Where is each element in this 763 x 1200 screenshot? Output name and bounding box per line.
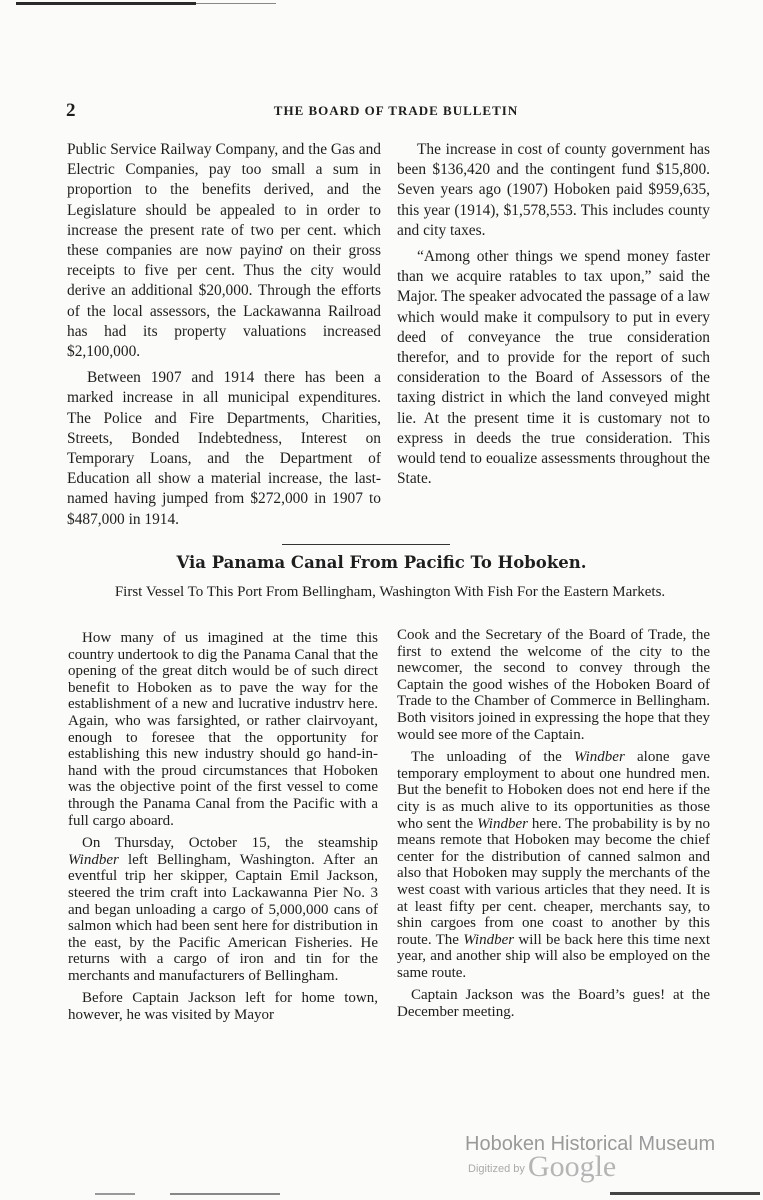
article-right-column bbox=[397, 627, 710, 1027]
article-left-column bbox=[68, 630, 378, 1030]
paragraph: Between 1907 and 1914 there has been a marked increase in all municipal expenditures. The Police and Fire Departments, Charities, Streets, Bonded Indebtedness, Interest on Temporary Loans, and the Department of Education all show a material increase, the last-named having jumped from $272,000 in 1907 to $487,000 in 1914. bbox=[67, 369, 381, 528]
text-run: will be back here this time next year, and another ship will also be employed on the same route. bbox=[397, 931, 711, 981]
google-logo: Google bbox=[527, 1150, 617, 1183]
paragraph: Before Captain Jackson left for home town, however, he was visited by Mayor bbox=[68, 990, 378, 1024]
section-divider bbox=[282, 544, 450, 545]
ship-name: Windber bbox=[477, 815, 528, 832]
top-left-column bbox=[67, 140, 381, 536]
digitized-by-google bbox=[468, 1150, 616, 1184]
paragraph: Public Service Railway Company, and the Gas and Electric Companies, pay too small a sum in proportion to the benefits derived, and the Legislature should be appealed to in order to increase the present rate of two per cent. which these companies are now payinơ on their gross receipts to five per cent. Thus the city would derive an additional $20,000. Through the efforts of the local assessors, the Lackawanna Railroad has had its property valuations increased $2,100,000. bbox=[67, 141, 381, 361]
page-number: 2 bbox=[66, 100, 76, 121]
digitized-label: Digitized by bbox=[468, 1163, 525, 1175]
page-header bbox=[66, 100, 726, 122]
ship-name: Windber bbox=[68, 851, 119, 868]
text-run: left Bellingham, Washington. After an eventful trip her skipper, Captain Emil Jackson, steered the trim craft into Lackawanna Pier No. 3 and began unloading a cargo of 5,000,000 cans of salmon which had been sent here for distribution in the east, by the Pacific American Fisheries. He returns with a cargo of iron and tin for the merchants and manufacturers of Bellingham. bbox=[68, 851, 378, 984]
paragraph: “Among other things we spend money faster than we acquire ratables to tax upon,” said the Major. The speaker advocated the passage of a law which would make it compulsory to put in every deed of conveyance the true consideration therefor, and to provide for the report of such consideration to the Board of Assessors of the taxing district in which the land conveyed might lie. At the present time it is customary not to express in deeds the true consideration. This would tend to eoualize assessments throughout the State. bbox=[397, 248, 710, 488]
scan-artifact bbox=[170, 1193, 280, 1195]
text-run: here. The probability is by no means remote that Hoboken may become the chief center for the distribution of canned salmon and also that Hoboken may supply the merchants of the west coast with various articles that they need. It is at least fifty per cent. cheaper, merchants say, to shin cargoes from one coast to another by this route. The bbox=[397, 815, 711, 948]
paragraph: The increase in cost of county government has been $136,420 and the contingent fund $15,800. Seven years ago (1907) Hoboken paid $959,635, this year (1914), $1,578,553. This includes county and city taxes. bbox=[397, 141, 710, 239]
paragraph: Cook and the Secretary of the Board of Trade, the first to extend the welcome of the city to the newcomer, the second to convey through the Captain the good wishes of the Hoboken Board of Trade to the Chamber of Commerce in Bellingham. Both visitors joined in expressing the hope that they would see more of the Captain. bbox=[397, 627, 710, 743]
paragraph bbox=[68, 835, 378, 984]
text-run: On Thursday, October 15, the steamship bbox=[82, 835, 378, 852]
scan-artifact bbox=[95, 1193, 135, 1195]
scan-edge-bar bbox=[16, 2, 196, 5]
ship-name: Windber bbox=[573, 749, 625, 766]
paragraph bbox=[397, 749, 710, 981]
paragraph: How many of us imagined at the time this country undertook to dig the Panama Canal that the opening of the great ditch would be of such direct benefit to Hoboken as to pave the way for the establishment of a new and lucrative industrv here. Again, who was farsighted, or rather clairvoyant, enough to foresee that the opportunity for establishing this new industry should go hand-in-hand with the proud circumstances that Hoboken was the objective point of the first vessel to come through the Panama Canal from the Pacific with a full cargo aboard. bbox=[68, 630, 378, 829]
article-subtitle: First Vessel To This Port From Bellingham, Washington With Fish For the Eastern Markets. bbox=[114, 584, 666, 600]
running-title: THE BOARD OF TRADE BULLETIN bbox=[273, 103, 519, 118]
text-run: The unloading of the bbox=[411, 749, 562, 766]
museum-watermark: Hoboken Historical Museum bbox=[465, 1133, 716, 1155]
top-right-column bbox=[397, 140, 710, 495]
article-title: Via Panama Canal From Pacific To Hoboken. bbox=[176, 553, 587, 572]
paragraph: Captain Jackson was the Board’s gues! at the December meeting. bbox=[397, 987, 710, 1021]
text-run: alone gave temporary employment to about one hundred men. But the benefit to Hoboken does not end here if the city is as much alive to its opportunities as those who sent the bbox=[397, 749, 710, 832]
ship-name: Windber bbox=[463, 931, 515, 948]
scan-edge-line bbox=[196, 3, 276, 4]
scan-artifact bbox=[610, 1192, 760, 1195]
